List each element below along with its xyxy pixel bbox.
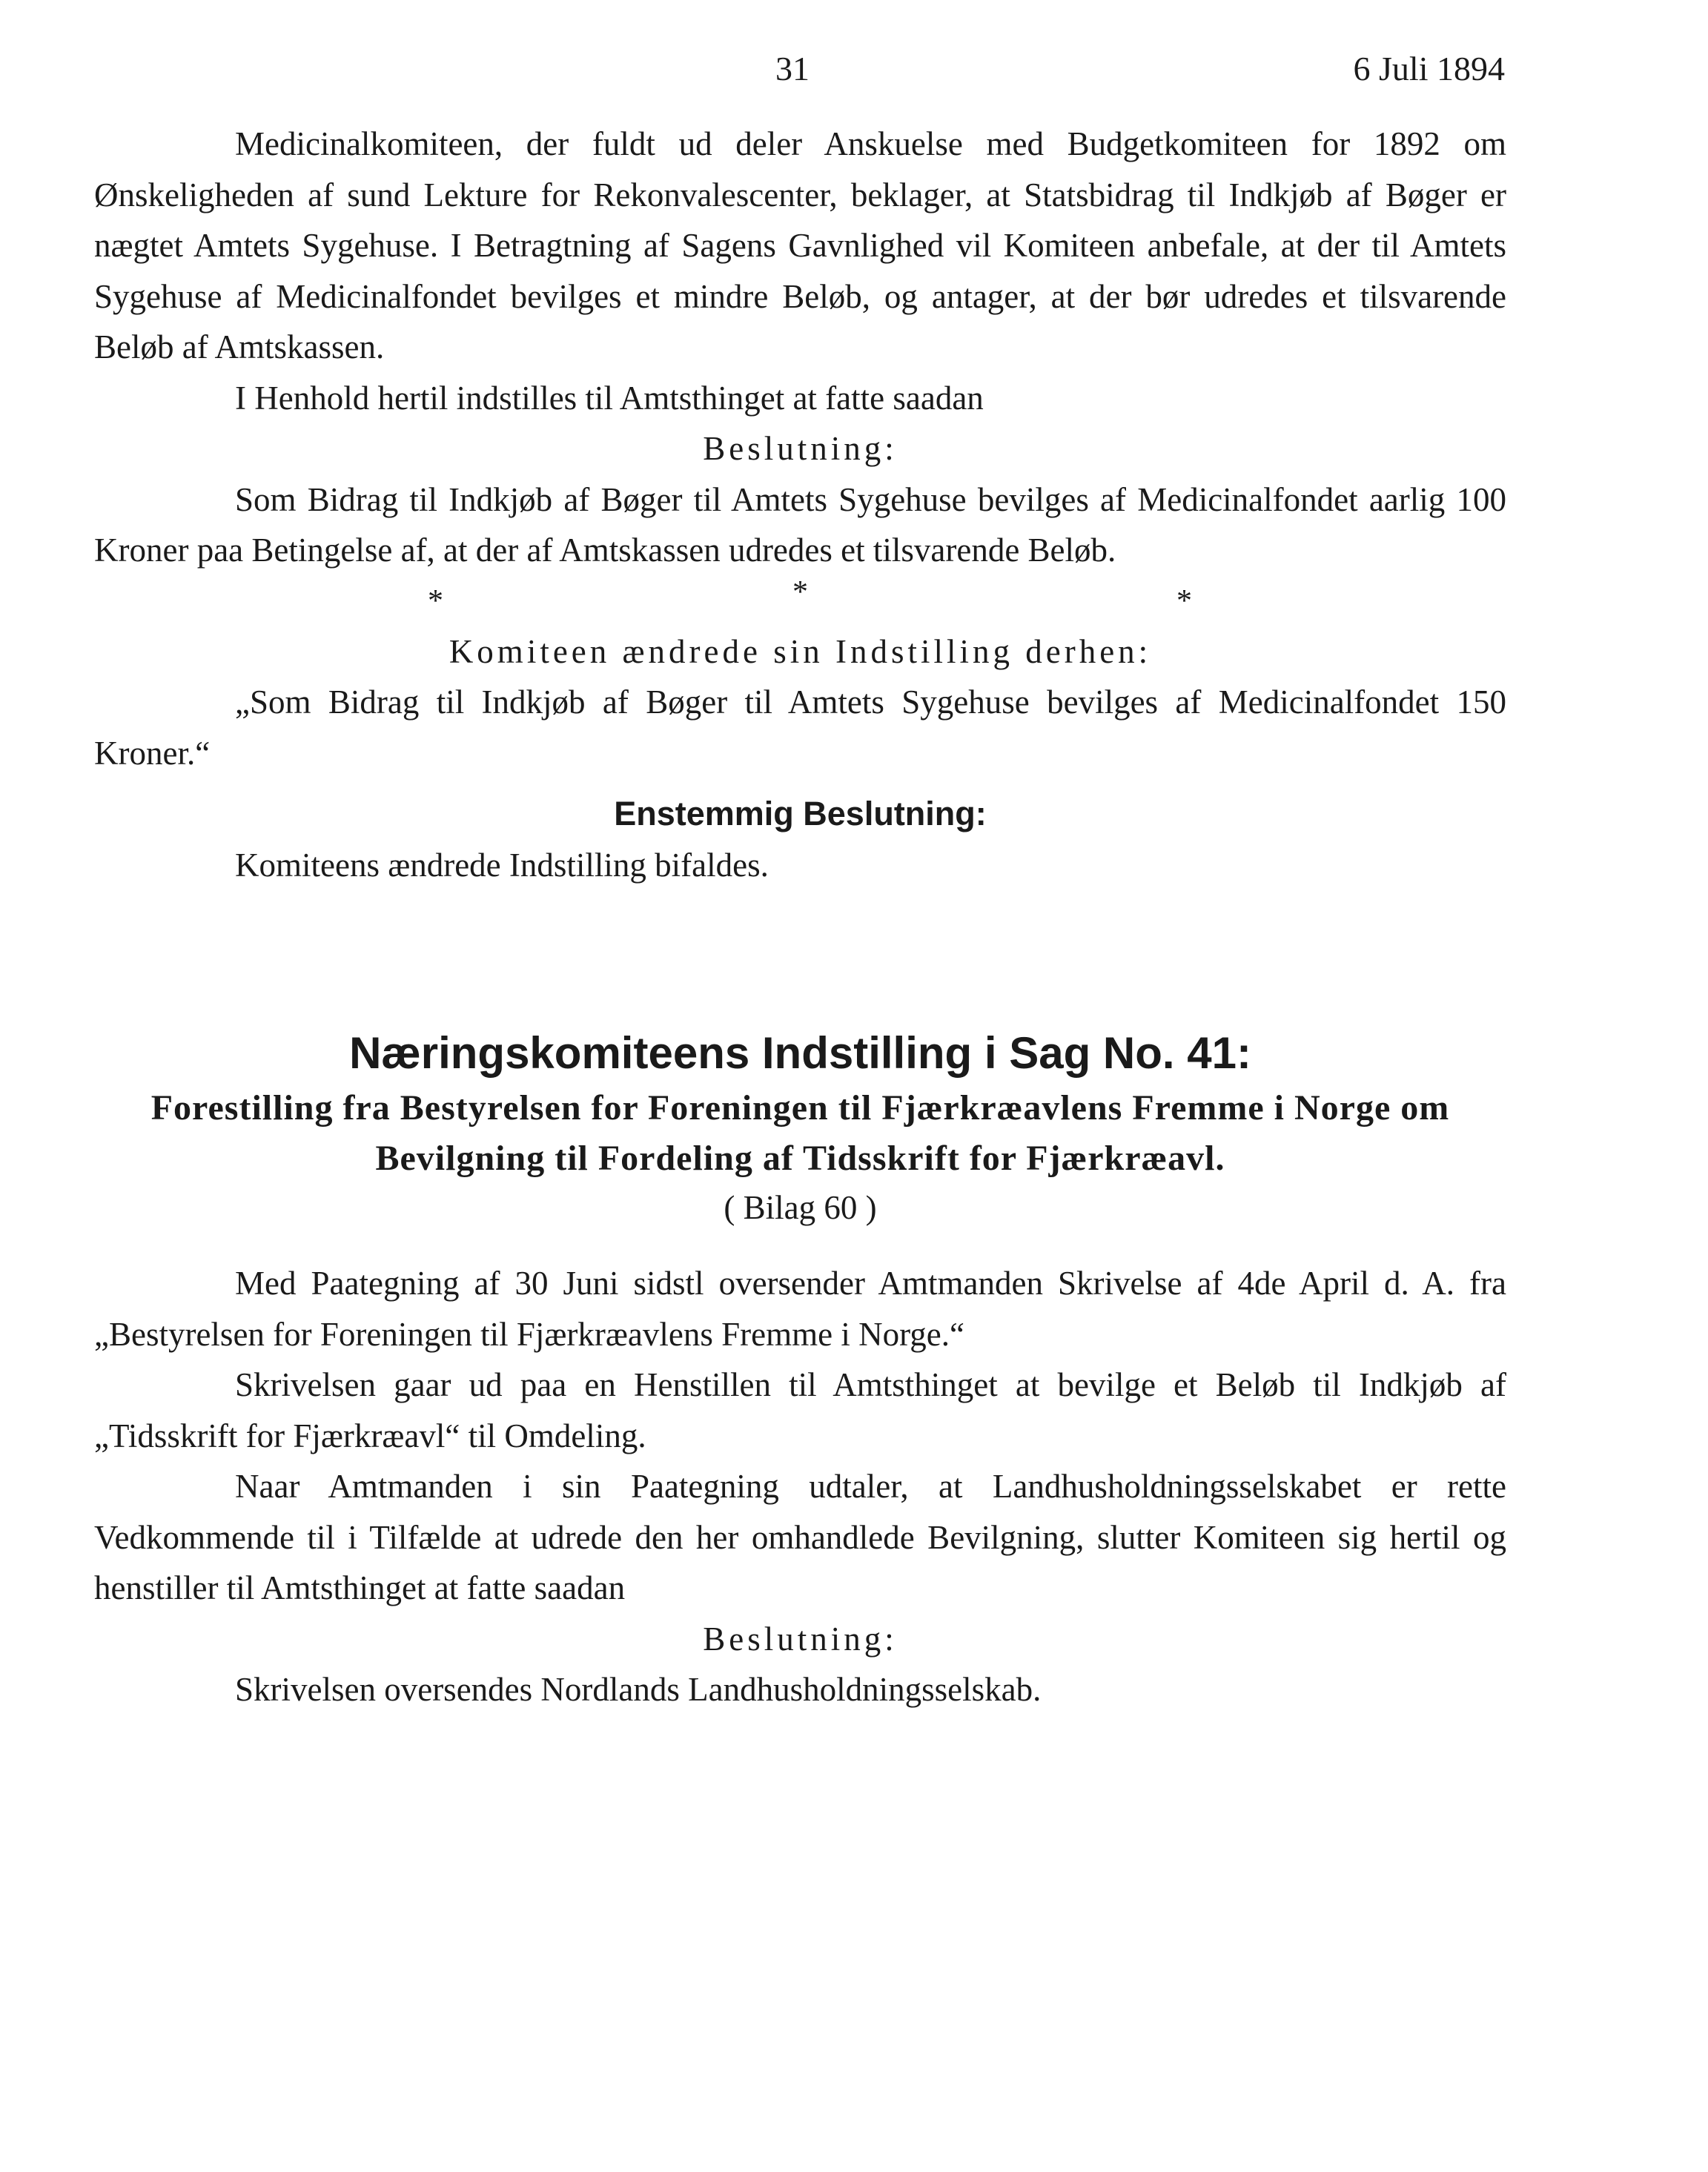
asterisk-middle: * (792, 575, 808, 609)
paragraph-endorsement: Med Paategning af 30 Juni sidstl oversender Amtmanden Skrivelse af 4de April d. A. fra „Bestyrelsen for Foreningen til Fjærkræavlens Fremme i Norge.“ (94, 1265, 1506, 1353)
document-body (94, 119, 1506, 1715)
paragraph-recommendation: I Henhold hertil indstilles til Amtsthinget at fatte saadan (235, 379, 984, 417)
paragraph-request: Skrivelsen gaar ud paa en Henstillen til Amtsthinget at bevilge et Beløb til Indkjøb af „Tidsskrift for Fjærkræavl“ til Omdeling. (94, 1366, 1506, 1454)
asterisk-right: * (1176, 583, 1192, 618)
paragraph-changed-proposal: „Som Bidrag til Indkjøb af Bøger til Amtets Sygehuse bevilges af Medicinalfondet 150 Kroner.“ (94, 683, 1506, 772)
section-title: Næringskomiteens Indstilling i Sag No. 41: (349, 1028, 1251, 1078)
page-number: 31 (775, 50, 810, 87)
asterisk-left: * (428, 583, 443, 618)
asterism-separator (94, 576, 1506, 626)
paragraph-committee-agrees: Naar Amtmanden i sin Paategning udtaler, at Landhusholdningsselskabet er rette Vedkommende til i Tilfælde at udrede den her omhandlede Bevilgning, slutter Komiteen sig hertil og henstiller til Amtsthinget at fatte saadan (94, 1468, 1506, 1606)
appendix-reference: ( Bilag 60 ) (724, 1189, 877, 1226)
paragraph-committee-change: Komiteen ændrede sin Indstilling derhen: (448, 632, 1152, 670)
page-header (0, 49, 1708, 93)
section-subtitle: Forestilling fra Bestyrelsen for Foreningen til Fjærkræavlens Fremme i Norge om Bevilgning til Fordeling af Tidsskrift for Fjærkræavl. (150, 1088, 1450, 1178)
unanimous-resolution-heading: Enstemmig Beslutning: (614, 795, 987, 832)
paragraph-medicinal-committee: Medicinalkomiteen, der fuldt ud deler Anskuelse med Budgetkomiteen for 1892 om Ønskeligheden af sund Lekture for Rekonvalescenter, beklager, at Statsbidrag til Indkjøb af Bøger er nægtet Amtets Sygehuse. I Betragtning af Sagens Gavnlighed vil Komiteen anbefale, at der til Amtets Sygehuse af Medicinalfondet bevilges et mindre Beløb, og antager, at der bør udredes et tilsvarende Beløb af Amtskassen. (94, 125, 1506, 365)
paragraph-final-resolution: Skrivelsen oversendes Nordlands Landhusholdningsselskab. (235, 1671, 1042, 1708)
page-date: 6 Juli 1894 (1353, 50, 1505, 87)
resolution-heading-2: Beslutning: (703, 1620, 898, 1658)
resolution-heading: Beslutning: (703, 430, 898, 467)
paragraph-resolution-text: Som Bidrag til Indkjøb af Bøger til Amtets Sygehuse bevilges af Medicinalfondet aarlig 100 Kroner paa Betingelse af, at der af Amtskassen udredes et tilsvarende Beløb. (94, 480, 1506, 569)
paragraph-approved: Komiteens ændrede Indstilling bifaldes. (235, 846, 769, 884)
